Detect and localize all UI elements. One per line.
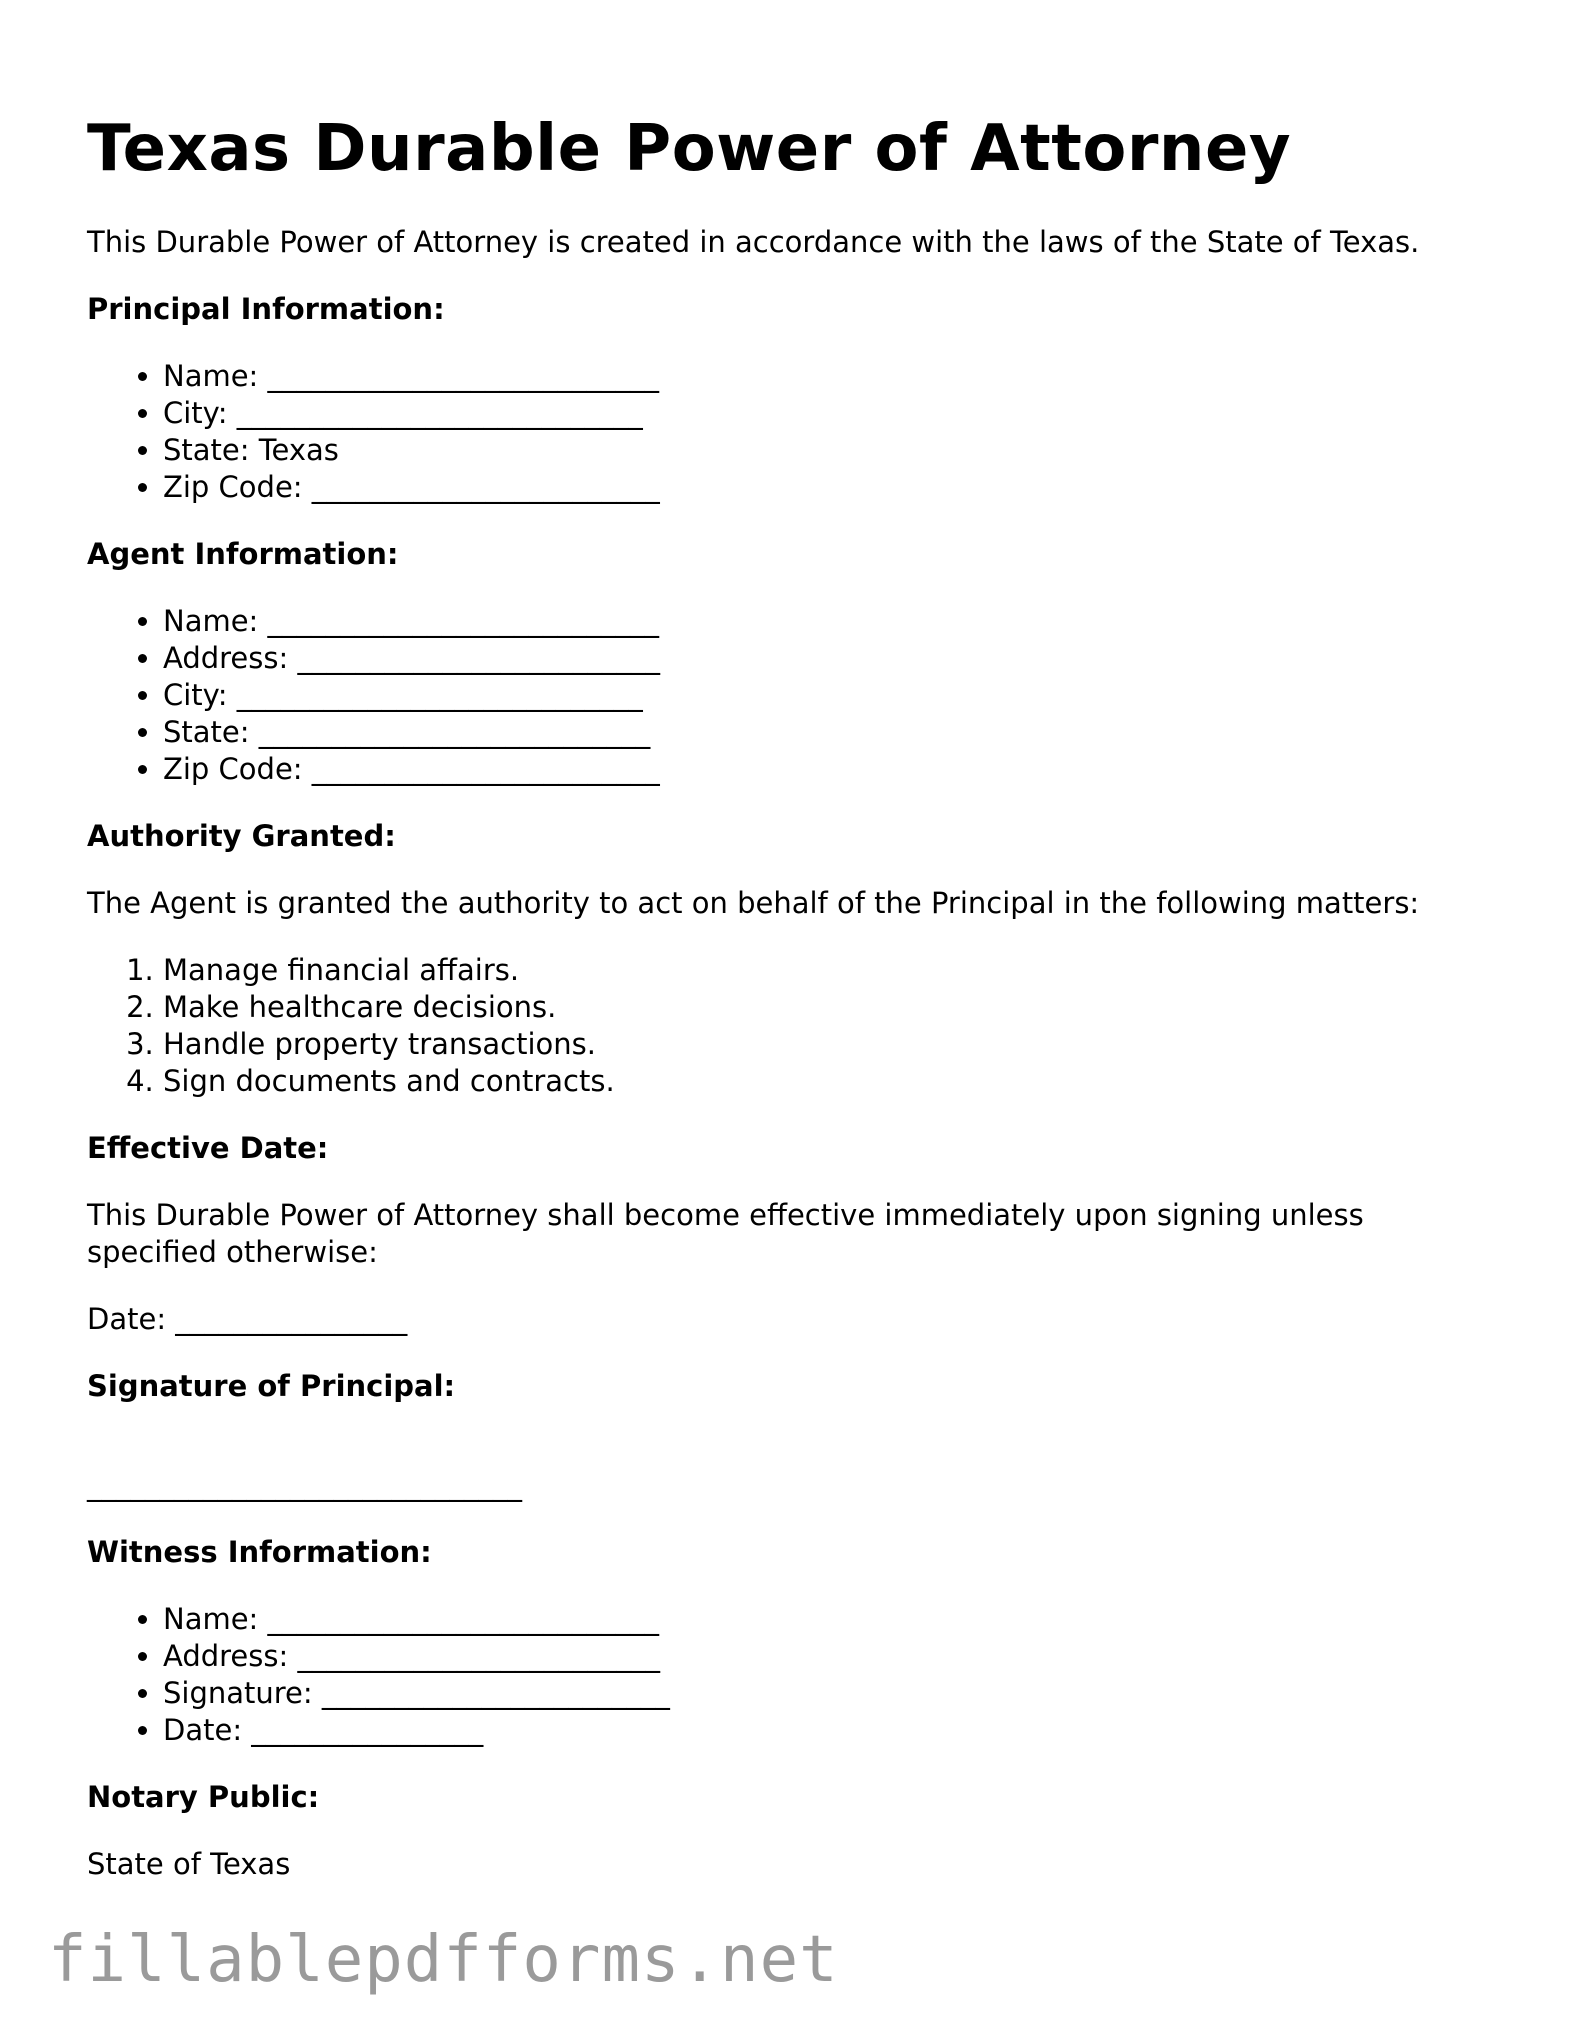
- agent-city-field[interactable]: • City: ____________________________: [163, 677, 1487, 714]
- witness-heading: Witness Information:: [87, 1535, 432, 1569]
- authority-heading: Authority Granted:: [87, 819, 396, 853]
- agent-zip-field[interactable]: • Zip Code: ________________________: [163, 751, 1487, 788]
- effective-heading: Effective Date:: [87, 1131, 329, 1165]
- principal-state-field: • State: Texas: [163, 432, 1487, 469]
- principal-city-field[interactable]: • City: ____________________________: [163, 395, 1487, 432]
- agent-address-field[interactable]: • Address: _________________________: [163, 640, 1487, 677]
- document-page: [87, 108, 1487, 1913]
- notary-state-text: State of Texas: [87, 1847, 291, 1881]
- document-title: Texas Durable Power of Attorney: [87, 112, 1292, 186]
- witness-date-field[interactable]: • Date: ________________: [163, 1712, 1487, 1749]
- principal-heading: Principal Information:: [87, 292, 445, 326]
- principal-zip-field[interactable]: • Zip Code: ________________________: [163, 469, 1487, 506]
- principal-signature-line[interactable]: ______________________________: [87, 1468, 522, 1502]
- witness-name-field[interactable]: • Name: ___________________________: [163, 1601, 1487, 1638]
- authority-list: [87, 952, 1487, 1100]
- authority-item: 2. Make healthcare decisions.: [163, 989, 1487, 1026]
- principal-list: [87, 358, 1487, 506]
- agent-name-field[interactable]: • Name: ___________________________: [163, 603, 1487, 640]
- agent-list: [87, 603, 1487, 788]
- effective-paragraph: This Durable Power of Attorney shall become effective immediately upon signing unless specified otherwise:: [87, 1198, 1364, 1269]
- witness-address-field[interactable]: • Address: _________________________: [163, 1638, 1487, 1675]
- signature-heading: Signature of Principal:: [87, 1369, 456, 1403]
- effective-date-field[interactable]: Date: ________________: [87, 1302, 408, 1336]
- witness-list: [87, 1601, 1487, 1749]
- watermark: fillablepdfforms.net: [48, 1923, 839, 1997]
- authority-item: 3. Handle property transactions.: [163, 1026, 1487, 1063]
- authority-item: 4. Sign documents and contracts.: [163, 1063, 1487, 1100]
- agent-state-field[interactable]: • State: ___________________________: [163, 714, 1487, 751]
- intro-paragraph: This Durable Power of Attorney is created in accordance with the laws of the State of Texas.: [87, 225, 1420, 259]
- notary-heading: Notary Public:: [87, 1780, 320, 1814]
- witness-signature-field[interactable]: • Signature: ________________________: [163, 1675, 1487, 1712]
- authority-item: 1. Manage financial affairs.: [163, 952, 1487, 989]
- principal-name-field[interactable]: • Name: ___________________________: [163, 358, 1487, 395]
- authority-paragraph: The Agent is granted the authority to act on behalf of the Principal in the following matters:: [87, 886, 1420, 920]
- agent-heading: Agent Information:: [87, 537, 399, 571]
